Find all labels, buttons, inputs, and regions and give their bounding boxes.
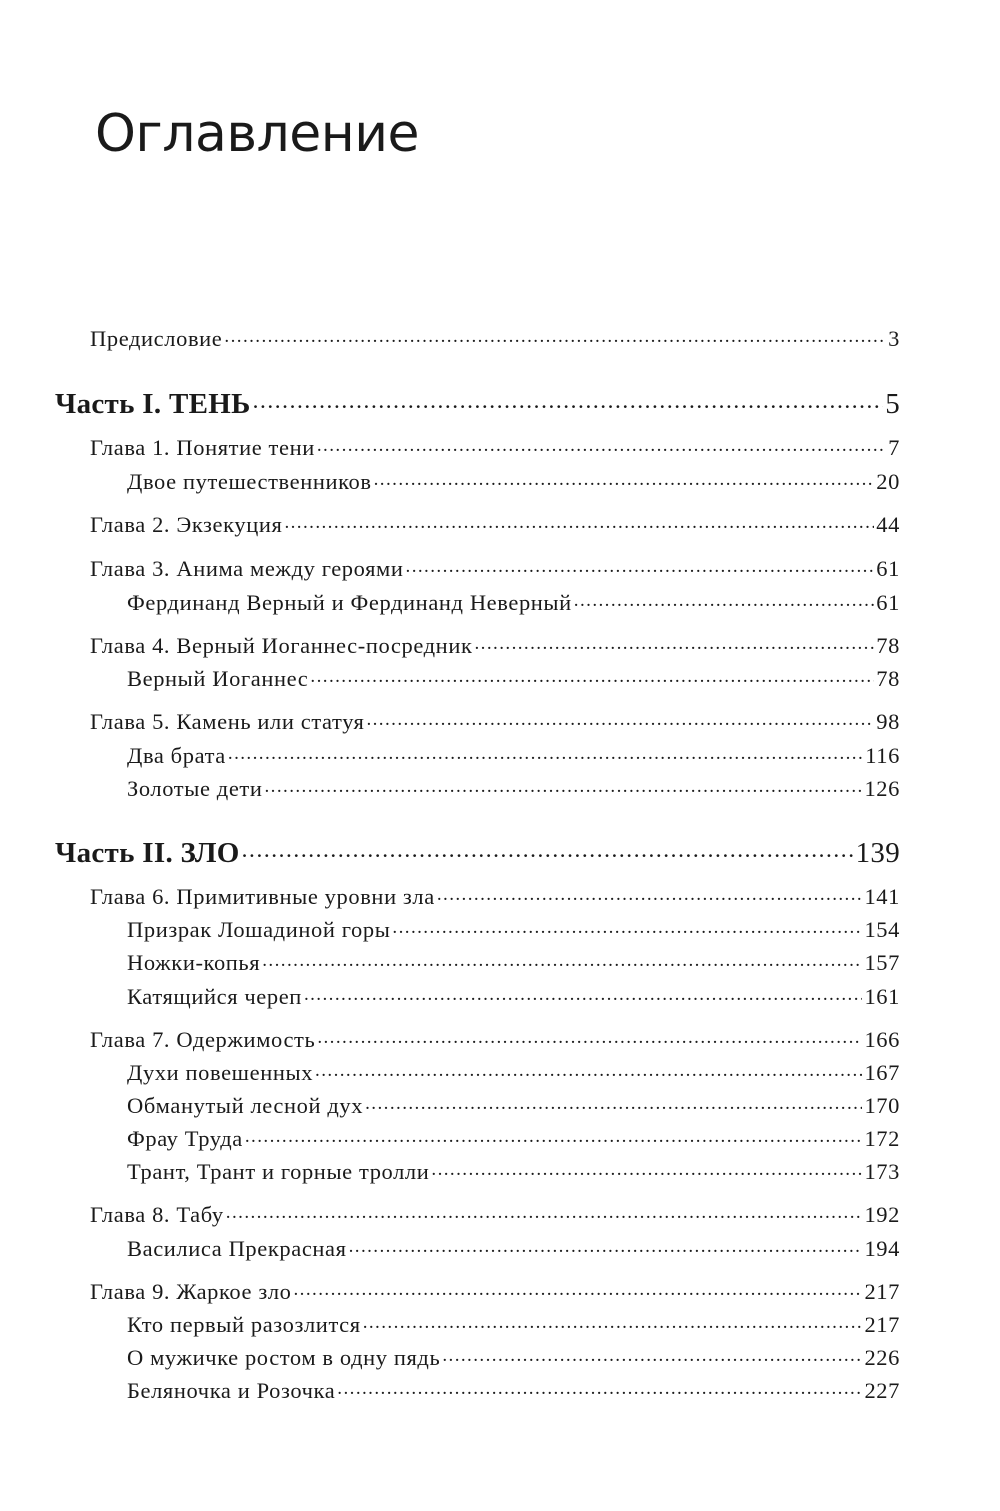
toc-page-number: 166 [864, 1026, 900, 1052]
toc-section [127, 1088, 900, 1119]
page-title: Оглавление [95, 104, 420, 164]
toc-entry-label: Глава 9. Жаркое зло [90, 1278, 292, 1304]
toc-entry-label: Кто первый разозлится [127, 1311, 361, 1337]
toc-entry-label: Двое путешественников [127, 468, 372, 494]
toc-page-number: 61 [876, 589, 900, 615]
toc-entry-label: Глава 2. Экзекуция [90, 511, 283, 537]
toc-page-number: 227 [864, 1377, 900, 1403]
toc-entry-preface [90, 321, 900, 352]
dot-leader [294, 1274, 863, 1299]
toc-entry-label: О мужичке ростом в одну пядь [127, 1344, 441, 1370]
toc-entry-label: Фердинанд Верный и Фердинанд Неверный [127, 589, 572, 615]
toc-entry-label: Призрак Лошадиной горы [127, 916, 391, 942]
toc-chapter-7 [90, 1022, 900, 1053]
toc-entry-label: Глава 1. Понятие тени [90, 434, 315, 460]
dot-leader [315, 1055, 862, 1080]
toc-page-number: 217 [864, 1278, 900, 1304]
toc-entry-label: Глава 6. Примитивные уровни зла [90, 883, 435, 909]
toc-page-number: 78 [876, 632, 900, 658]
dot-leader [245, 1121, 863, 1146]
toc-entry-label: Два брата [127, 742, 226, 768]
dot-leader [228, 738, 863, 763]
toc-section [127, 1231, 900, 1262]
toc-section [127, 1373, 900, 1404]
dot-leader [437, 879, 863, 904]
toc-entry-label: Катящийся череп [127, 983, 302, 1009]
toc-section [127, 945, 900, 976]
dot-leader [317, 1022, 862, 1047]
toc-entry-label: Беляночка и Розочка [127, 1377, 336, 1403]
dot-leader [365, 1088, 862, 1113]
toc-chapter-2 [90, 507, 900, 538]
dot-leader [366, 704, 874, 729]
toc-entry-label: Глава 8. Табу [90, 1201, 224, 1227]
dot-leader [337, 1373, 862, 1398]
dot-leader [349, 1231, 863, 1256]
dot-leader [262, 945, 862, 970]
toc-page-number: 116 [865, 742, 900, 768]
dot-leader [574, 585, 875, 610]
toc-section [127, 979, 900, 1010]
toc-page-number: 173 [864, 1158, 900, 1184]
dot-leader [253, 381, 884, 413]
toc-page-number: 154 [864, 916, 900, 942]
toc-entry-label: Глава 4. Верный Иоганнес-посредник [90, 632, 473, 658]
toc-chapter-4 [90, 628, 900, 659]
toc-page-number: 139 [855, 836, 900, 869]
toc-section [127, 738, 900, 769]
toc-page-number: 170 [864, 1092, 900, 1118]
toc-chapter-1 [90, 430, 900, 461]
toc-entry-label: Обманутый лесной дух [127, 1092, 364, 1118]
dot-leader [304, 979, 862, 1004]
toc-chapter-5 [90, 704, 900, 735]
toc-section [127, 771, 900, 802]
dot-leader [310, 661, 874, 686]
toc-entry-label: Глава 7. Одержимость [90, 1026, 316, 1052]
toc-page-number: 194 [864, 1235, 900, 1261]
toc-entry-label: Ножки-копья [127, 949, 261, 975]
toc-page-number: 98 [876, 708, 900, 734]
dot-leader [317, 430, 886, 455]
toc-page-number: 7 [888, 434, 900, 460]
toc-entry-label: Глава 5. Камень или статуя [90, 708, 365, 734]
dot-leader [363, 1307, 863, 1332]
toc-page-number: 161 [864, 983, 900, 1009]
toc-page-number: 78 [876, 665, 900, 691]
toc-page-number: 3 [888, 325, 900, 351]
toc-entry-label: Предисловие [90, 325, 223, 351]
toc-part-2 [55, 830, 900, 870]
toc-page-number: 20 [876, 468, 900, 494]
toc-page-number: 167 [864, 1059, 900, 1085]
toc-part-label: Часть I. ТЕНЬ [55, 387, 251, 420]
toc-entry-label: Духи повешенных [127, 1059, 314, 1085]
toc-page-number: 5 [885, 387, 900, 420]
dot-leader [264, 771, 862, 796]
toc-entry-label: Фрау Труда [127, 1125, 243, 1151]
toc-entry-label: Трант, Трант и горные тролли [127, 1158, 430, 1184]
toc-page-number: 126 [864, 775, 900, 801]
toc-section [127, 1307, 900, 1338]
toc-entry-label: Василиса Прекрасная [127, 1235, 347, 1261]
toc-chapter-3 [90, 551, 900, 582]
toc-page-number: 141 [864, 883, 900, 909]
toc-page-number: 217 [864, 1311, 900, 1337]
dot-leader [226, 1197, 863, 1222]
toc-page-number: 157 [864, 949, 900, 975]
toc-part-1 [55, 381, 900, 421]
toc-entry-label: Глава 3. Анима между героями [90, 555, 404, 581]
dot-leader [224, 321, 886, 346]
toc-section [127, 1340, 900, 1371]
dot-leader [475, 628, 875, 653]
toc-section [127, 912, 900, 943]
toc-section [127, 464, 900, 495]
toc-chapter-9 [90, 1274, 900, 1305]
toc-page-number: 61 [876, 555, 900, 581]
dot-leader [374, 464, 875, 489]
dot-leader [284, 507, 874, 532]
dot-leader [242, 830, 854, 862]
toc-chapter-6 [90, 879, 900, 910]
toc-entry-label: Верный Иоганнес [127, 665, 309, 691]
toc-section [127, 1154, 900, 1185]
dot-leader [431, 1154, 862, 1179]
toc-section [127, 585, 900, 616]
toc-page-number: 44 [876, 511, 900, 537]
dot-leader [406, 551, 875, 576]
dot-leader [442, 1340, 862, 1365]
toc-section [127, 1121, 900, 1152]
toc-page-number: 172 [864, 1125, 900, 1151]
toc-page-number: 192 [864, 1201, 900, 1227]
toc-page-number: 226 [864, 1344, 900, 1370]
toc-section [127, 661, 900, 692]
toc-entry-label: Золотые дети [127, 775, 263, 801]
toc-part-label: Часть II. ЗЛО [55, 836, 240, 869]
toc-chapter-8 [90, 1197, 900, 1228]
dot-leader [392, 912, 862, 937]
toc-section [127, 1055, 900, 1086]
